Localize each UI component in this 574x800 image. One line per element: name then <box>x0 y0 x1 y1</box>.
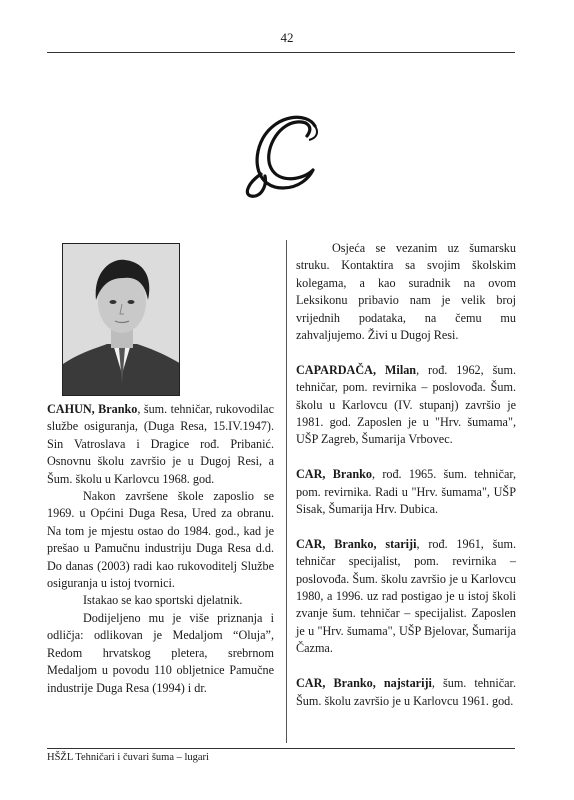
entry-name: CAHUN, Branko <box>47 402 138 416</box>
entry-text: , šum. tehničar, rukovodilac službe osiguranja, (Duga Resa, 15.IV.1947). Sin Vatroslava i Dragice rođ. Pribanić. Osnovnu školu završio je u Dugoj Resi, a Šum. školu u Karlovcu 1968. god. <box>47 402 274 486</box>
entry-capardaca <box>296 362 516 449</box>
right-column <box>296 240 516 727</box>
entry-car-branko <box>296 466 516 518</box>
entry-name: CAR, Branko, stariji <box>296 536 417 551</box>
portrait-photo <box>62 243 180 396</box>
entry-car-branko-najstariji <box>296 675 516 710</box>
header-rule <box>47 52 515 53</box>
footer-text: HŠŽL Tehničari i čuvari šuma – lugari <box>47 752 209 763</box>
paragraph: Dodijeljeno mu je više priznanja i odličja: odlikovan je Medaljom “Oluja”, Redom hrvatskog pleterа, srebrnom Medaljom u povodu 110 obljetnice Pamučne industrije Duga Resa (1994) i dr. <box>47 610 274 695</box>
entry-name: CAR, Branko <box>296 467 372 482</box>
footer-rule <box>47 748 515 749</box>
paragraph-continuation: Osjeća se vezanim uz šumarsku struku. Kontaktira sa svojim školskim kolegama, a kao suradnik na ovom Leksikonu pribavio nam je velik broj vrijednih podataka, na čemu mu zahvaljujemo. Živi u Dugoj Resi. <box>296 241 516 343</box>
entry-cahun <box>47 401 274 488</box>
entry-text: , rođ. 1961, šum. tehničar specijalist, pom. revirnika – poslovođa. Šum. školu završio je u Karlovcu 1980, a 1996. uz rad postigao je u istoj školi zvanje šum. tehničar – specijalist. Zaposlen je u "Hrv. šumama", UŠP Bjelovar, Šumarija Čazma. <box>296 536 516 656</box>
paragraph: Istakao se kao sportski djelatnik. <box>83 593 243 608</box>
entry-car-branko-stariji <box>296 536 516 658</box>
entry-text: , rođ. 1965. šum. tehničar, pom. revirnika. Radi u "Hrv. šumama", UŠP Sisak, Šumarija Hrv. Dubica. <box>296 467 516 517</box>
column-divider <box>286 240 287 743</box>
left-column <box>47 401 274 697</box>
section-letter-c <box>237 104 337 204</box>
entry-text: , rođ. 1962, šum. tehničar, pom. revirnika – poslovođa. Šum. školu u Karlovcu (IV. stupanj) završio je 1981. god. Zaposlen je u "Hrv. šumama", UŠP Zagreb, Šumarija Vrbovec. <box>296 362 516 447</box>
page-number: 42 <box>280 30 294 45</box>
entry-text: , šum. tehničar. Šum. školu završio je u Karlovcu 1961. god. <box>296 676 516 708</box>
entry-name: CAR, Branko, najstariji <box>296 676 432 691</box>
entry-name: CAPARDAČA, Milan <box>296 362 417 377</box>
paragraph: Nakon završene škole zaposlio se 1969. u Općini Duga Resa, Ured za obranu. Na tom je mjestu ostao do 1984. god., kad je prešao u Pamučnu industriju Duga Resa d.d. Do danas (2003) radi kao rukovoditelj Službe osiguranja u istoj tvornici. <box>47 489 274 591</box>
